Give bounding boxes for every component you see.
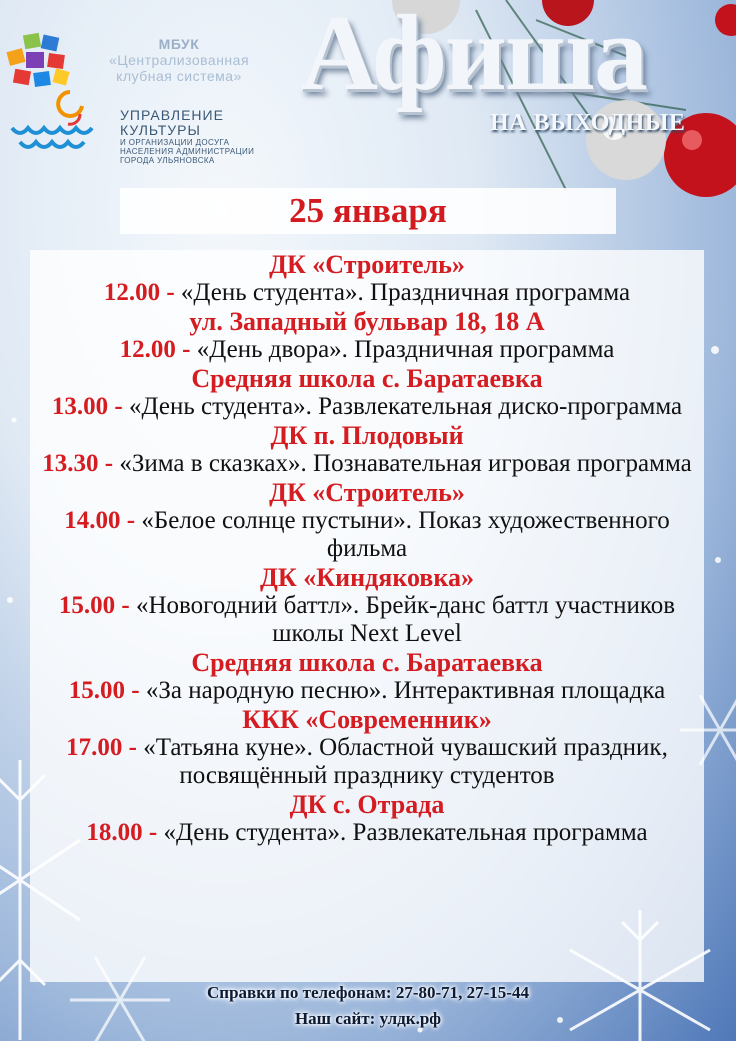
event-time: 15.00 -: [58, 592, 130, 619]
event-venue: ДК «Киндяковка»: [260, 563, 474, 592]
uk-line-3: И ОРГАНИЗАЦИИ ДОСУГА: [120, 138, 230, 147]
event-description: [30, 677, 704, 705]
event-venue: ККК «Современник»: [242, 705, 492, 734]
event-description: [30, 592, 704, 648]
event-text: «За народную песню». Интерактивная площадка: [145, 677, 666, 704]
event-time: 12.00 -: [119, 336, 191, 363]
event-venue: Средняя школа с. Баратаевка: [191, 364, 543, 393]
event-text: «День двора». Праздничная программа: [196, 336, 615, 363]
event-item: [30, 478, 704, 563]
event-time: 14.00 -: [64, 507, 136, 534]
uk-line-4: НАСЕЛЕНИЯ АДМИНИСТРАЦИИ: [120, 147, 255, 156]
uk-line-1: УПРАВЛЕНИЕ: [120, 107, 224, 123]
event-time: 17.00 -: [66, 734, 137, 761]
event-list: [30, 250, 704, 982]
mbuk-label: МБУК: [158, 36, 200, 52]
event-venue: Средняя школа с. Баратаевка: [191, 648, 543, 677]
event-time: 13.00 -: [51, 393, 123, 420]
event-description: [30, 279, 704, 307]
mbuk-logo-icon: [4, 32, 74, 92]
mbuk-org-line2: клубная система»: [116, 68, 242, 84]
event-description: [30, 734, 704, 790]
event-venue: ДК «Строитель»: [269, 478, 465, 507]
mbuk-name: [84, 36, 274, 84]
event-description: [30, 450, 704, 478]
event-item: [30, 790, 704, 847]
footer: [0, 980, 736, 1032]
culture-department-logo-icon: [8, 84, 108, 154]
event-item: [30, 250, 704, 307]
poster-subtitle: НА ВЫХОДНЫЕ: [490, 110, 686, 136]
event-date: 25 января: [289, 191, 447, 230]
event-venue: ул. Западный бульвар 18, 18 А: [189, 307, 545, 336]
event-description: [30, 336, 704, 364]
event-description: [30, 819, 704, 847]
event-time: 12.00 -: [103, 279, 175, 306]
uk-line-5: ГОРОДА УЛЬЯНОВСКА: [120, 156, 215, 165]
event-time: 15.00 -: [68, 677, 140, 704]
event-time: 13.30 -: [42, 450, 114, 477]
phone-info: Справки по телефонам: 27-80-71, 27-15-44: [207, 983, 529, 1002]
event-venue: ДК п. Плодовый: [270, 421, 464, 450]
event-item: [30, 648, 704, 705]
event-text: «Зима в сказках». Познавательная игровая программа: [119, 450, 692, 477]
event-text: «День студента». Развлекательная программа: [163, 819, 648, 846]
poster-title: Афиша: [300, 0, 647, 113]
uk-line-2: КУЛЬТУРЫ: [120, 122, 201, 138]
event-time: 18.00 -: [86, 819, 158, 846]
event-item: [30, 364, 704, 421]
event-text: «Белое солнце пустыни». Показ художественного фильма: [141, 507, 670, 562]
date-banner: [120, 188, 616, 234]
event-text: «Новогодний баттл». Брейк-данс баттл участников школы Next Level: [135, 592, 676, 647]
event-venue: ДК с. Отрада: [289, 790, 445, 819]
culture-department-name: [120, 108, 280, 165]
event-item: [30, 307, 704, 364]
event-description: [30, 507, 704, 563]
event-text: «День студента». Праздничная программа: [180, 279, 631, 306]
mbuk-org-line1: «Централизованная: [108, 52, 250, 68]
event-description: [30, 393, 704, 421]
event-item: [30, 563, 704, 648]
website-info: Наш сайт: улдк.рф: [294, 1009, 442, 1028]
header: [0, 0, 736, 190]
event-text: «День студента». Развлекательная диско-программа: [129, 393, 683, 420]
event-item: [30, 421, 704, 478]
event-venue: ДК «Строитель»: [269, 250, 465, 279]
event-text: «Татьяна куне». Областной чувашский праздник, посвящённый празднику студентов: [143, 734, 668, 789]
event-item: [30, 705, 704, 790]
